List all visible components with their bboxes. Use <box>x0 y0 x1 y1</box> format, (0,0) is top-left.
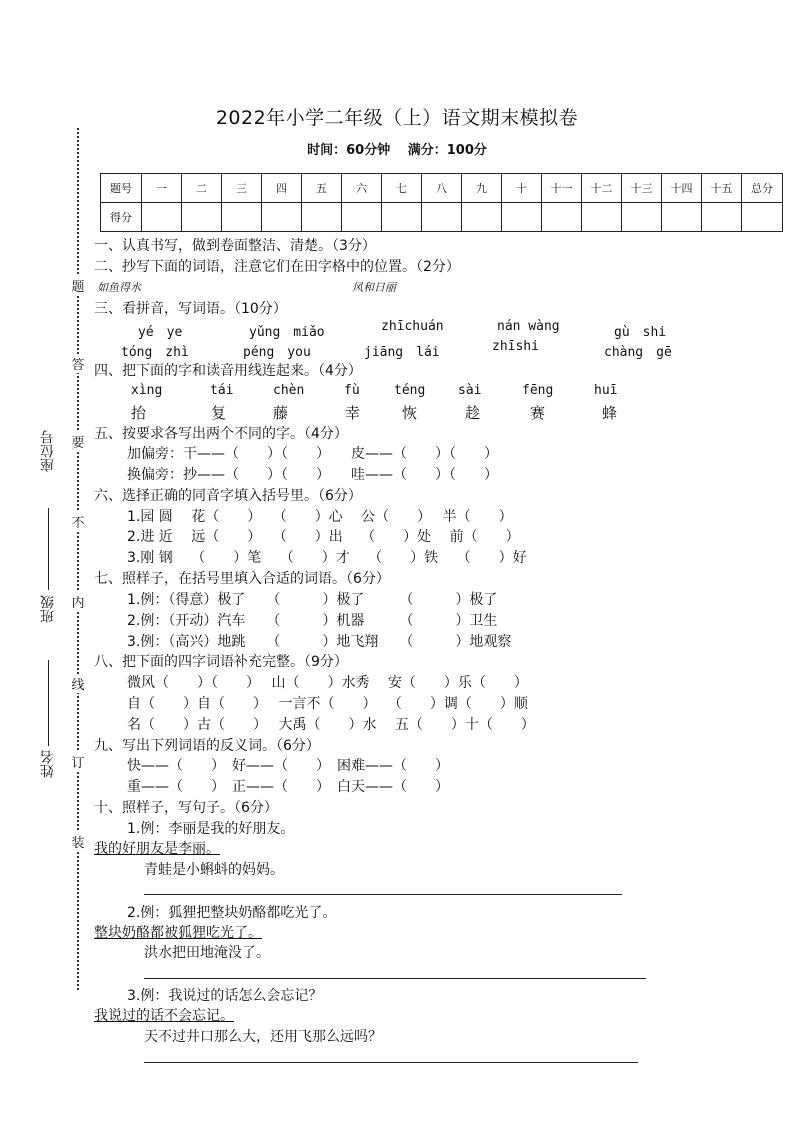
binding-char: 不 <box>70 512 86 531</box>
exam-info: 时间：60分钟 满分：100分 <box>307 143 487 158</box>
class-blank-line[interactable] <box>48 508 49 590</box>
question-5-title: 五、按要求各写出两个不同的字。（4分） <box>94 426 348 442</box>
pinyin-word: zhīshi <box>492 339 539 354</box>
hanzi-char[interactable]: 蜂 <box>602 404 618 422</box>
score-col: 十四 <box>662 174 702 203</box>
question-7-title: 七、照样子，在括号里填入合适的词语。（6分） <box>94 571 390 587</box>
pinyin-word: jiāng lái <box>364 345 440 360</box>
copy-word: 如鱼得水 <box>97 281 141 294</box>
hanzi-char[interactable]: 复 <box>211 404 227 422</box>
answer-line[interactable] <box>144 978 646 979</box>
score-col: 十三 <box>622 174 662 203</box>
score-cell[interactable] <box>342 203 382 232</box>
binding-char: 题 <box>70 276 86 295</box>
score-cell[interactable] <box>382 203 422 232</box>
sentence-example: 3.例：我说过的话怎么会忘记？ <box>127 988 323 1004</box>
binding-char: 要 <box>70 432 86 451</box>
question-1-title: 一、认真书写，做到卷面整洁、清楚。（3分） <box>94 238 376 254</box>
fill-line[interactable]: 2.例：（开动）汽车 （ ）机器 （ ）卫生 <box>127 613 498 629</box>
score-cell[interactable] <box>302 203 342 232</box>
sentence-example-answer: 我说过的话不会忘记。 <box>94 1008 234 1024</box>
pinyin-word: chàng gē <box>604 345 672 360</box>
score-col-total: 总分 <box>742 174 783 203</box>
fill-line[interactable]: 加偏旁：干——（ ）（ ） 皮——（ ）（ ） <box>127 446 498 462</box>
score-cell[interactable] <box>142 203 182 232</box>
binding-dotted-line <box>77 128 79 990</box>
fill-line[interactable]: 重——（ ） 正——（ ） 白天——（ ） <box>127 779 449 795</box>
binding-char: 内 <box>70 592 86 611</box>
pinyin-word: zhīchuán <box>381 319 444 334</box>
score-cell[interactable] <box>662 203 702 232</box>
binding-char: 订 <box>70 752 86 771</box>
question-10-title: 十、照样子，写句子。（6分） <box>94 800 278 816</box>
pinyin-word: tóng zhì <box>121 345 189 360</box>
question-8-title: 八、把下面的四字词语补充完整。（9分） <box>94 654 348 670</box>
score-col: 五 <box>302 174 342 203</box>
score-col: 十 <box>502 174 542 203</box>
question-9-title: 九、写出下列词语的反义词。（6分） <box>94 738 320 754</box>
fill-line[interactable]: 自（ ）自（ ） 一言不（ ） （ ）调（ ）顺 <box>127 696 528 712</box>
hanzi-char[interactable]: 藤 <box>273 404 289 422</box>
score-col: 四 <box>262 174 302 203</box>
question-4-title: 四、把下面的字和读音用线连起来。（4分） <box>94 363 362 379</box>
score-col: 一 <box>142 174 182 203</box>
score-table <box>100 173 783 232</box>
pinyin-syllable[interactable]: sài <box>458 383 482 398</box>
pinyin-syllable[interactable]: chèn <box>273 383 305 398</box>
score-cell[interactable] <box>182 203 222 232</box>
score-table-score-row <box>101 203 783 232</box>
fill-line[interactable]: 3.刚 钢 （ ）笔 （ ）才 （ ）铁 （ ）好 <box>127 550 527 566</box>
score-table-header-row <box>101 174 783 203</box>
hanzi-char[interactable]: 幸 <box>345 404 361 422</box>
score-cell[interactable] <box>222 203 262 232</box>
score-row-label: 得分 <box>101 203 142 232</box>
question-3-title: 三、看拼音，写词语。（10分） <box>94 301 287 317</box>
hanzi-char[interactable]: 趁 <box>465 404 481 422</box>
binding-char: 线 <box>70 674 86 693</box>
binding-char: 答 <box>70 354 86 373</box>
score-col: 三 <box>222 174 262 203</box>
answer-line[interactable] <box>144 1062 638 1063</box>
hanzi-char[interactable]: 赛 <box>530 404 546 422</box>
pinyin-syllable[interactable]: huī <box>594 383 618 398</box>
fill-line[interactable]: 2.进 近 远（ ） （ ）出 （ ）处 前（ ） <box>127 529 520 545</box>
score-col: 十二 <box>582 174 622 203</box>
score-cell[interactable] <box>262 203 302 232</box>
pinyin-word: péng you <box>243 345 311 360</box>
name-label: 姓名 <box>40 750 56 778</box>
pinyin-syllable[interactable]: fù <box>344 383 360 398</box>
fill-line[interactable]: 1.例：（得意）极了 （ ）极了 （ ）极了 <box>127 592 498 608</box>
fill-line[interactable]: 名（ ）古（ ） 大禹（ ）水 五（ ）十（ ） <box>127 717 535 733</box>
score-col: 七 <box>382 174 422 203</box>
fill-line[interactable]: 快——（ ） 好——（ ） 困难——（ ） <box>127 758 449 774</box>
copy-word: 风和日丽 <box>352 281 396 294</box>
pinyin-word: yé ye <box>138 325 183 340</box>
binding-char: 装 <box>70 832 86 851</box>
score-cell[interactable] <box>422 203 462 232</box>
score-cell[interactable] <box>502 203 542 232</box>
score-col: 十一 <box>542 174 582 203</box>
sentence-example: 1.例：李丽是我的好朋友。 <box>127 821 295 837</box>
sentence-example: 2.例：狐狸把整块奶酪都吃光了。 <box>127 905 337 921</box>
pinyin-syllable[interactable]: téng <box>394 383 426 398</box>
fill-line[interactable]: 1.园 圆 花（ ） （ ）心 公（ ） 半（ ） <box>127 509 513 525</box>
score-col: 九 <box>462 174 502 203</box>
score-cell[interactable] <box>702 203 742 232</box>
fill-line[interactable]: 换偏旁：抄——（ ）（ ） 哇——（ ）（ ） <box>127 467 498 483</box>
score-col: 六 <box>342 174 382 203</box>
sentence-example-answer: 整块奶酪都被狐狸吃光了。 <box>94 925 262 941</box>
score-col: 二 <box>182 174 222 203</box>
pinyin-word: yǔng miǎo <box>249 325 325 340</box>
score-cell[interactable] <box>582 203 622 232</box>
pinyin-word: gù shi <box>614 325 667 340</box>
name-blank-line[interactable] <box>48 660 49 746</box>
question-6-title: 六、选择正确的同音字填入括号里。（6分） <box>94 488 362 504</box>
sentence-prompt: 天不过井口那么大，还用飞那么远吗？ <box>144 1029 382 1045</box>
score-col: 十五 <box>702 174 742 203</box>
pinyin-word: nán wàng <box>497 319 560 334</box>
question-2-title: 二、抄写下面的词语，注意它们在田字格中的位置。（2分） <box>94 259 460 275</box>
score-col: 八 <box>422 174 462 203</box>
sentence-prompt: 青蛙是小蝌蚪的妈妈。 <box>144 862 284 878</box>
score-cell[interactable] <box>542 203 582 232</box>
fill-line[interactable]: 3.例：（高兴）地跳 （ ）地飞翔 （ ）地观察 <box>127 634 512 650</box>
sentence-example-answer: 我的好朋友是李丽。 <box>94 841 220 857</box>
score-cell[interactable] <box>742 203 783 232</box>
sentence-prompt: 洪水把田地淹没了。 <box>144 945 270 961</box>
pinyin-syllable[interactable]: fēng <box>522 383 554 398</box>
pinyin-syllable[interactable]: tái <box>210 383 234 398</box>
score-header-label: 题号 <box>101 174 142 203</box>
class-label: 班级 <box>40 595 56 623</box>
seat-number-label: 座位号 <box>40 430 56 472</box>
score-cell[interactable] <box>622 203 662 232</box>
page-title: 2022年小学二年级（上）语文期末模拟卷 <box>215 107 579 129</box>
fill-line[interactable]: 微风（ ）（ ） 山（ ）水秀 安（ ）乐（ ） <box>127 675 528 691</box>
hanzi-char[interactable]: 抬 <box>131 404 147 422</box>
score-cell[interactable] <box>462 203 502 232</box>
pinyin-syllable[interactable]: xìng <box>131 383 163 398</box>
answer-line[interactable] <box>144 894 622 895</box>
hanzi-char[interactable]: 恢 <box>402 404 418 422</box>
